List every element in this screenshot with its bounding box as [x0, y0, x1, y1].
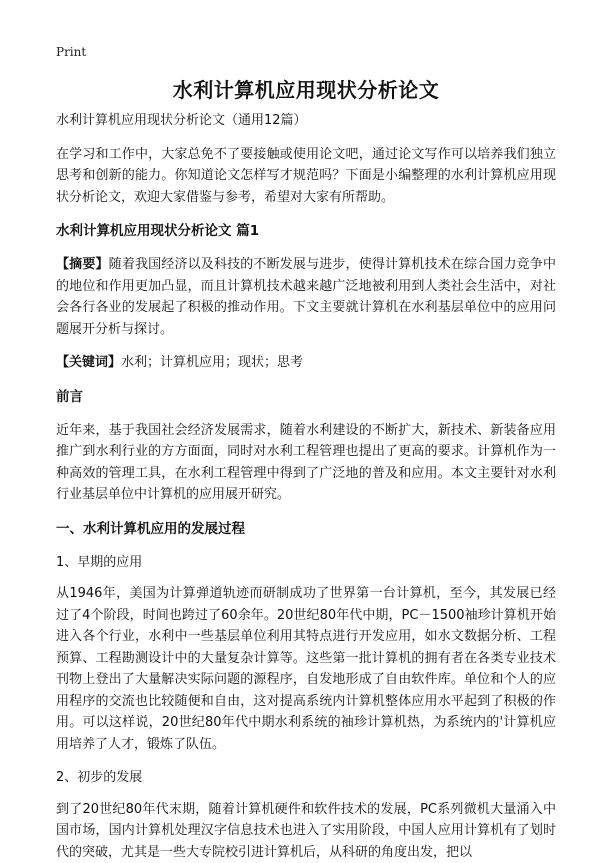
preface-paragraph: 近年来，基于我国社会经济发展需求，随着水利建设的不断扩大，新技术、新装备应用推广到水利行业的方方面面，同时对水利工程管理也提出了更高的要求。计算机作为一种高效的管理工具，在水利工程管理中得到了广泛地的普及和应用。本文主要针对水利行业基层单位中计算机的应用展开研究。 [56, 420, 556, 506]
sub2-paragraph: 到了20世纪80年代末期，随着计算机硬件和软件技术的发展，PC系列微机大量涌入中国市场，国内计算机处理汉字信息技术也进入了实用阶段，中国人应用计算机有了划时代的突破，尤其是一些大专院校引进计算机后，从科研的角度出发，把以 [56, 799, 556, 863]
abstract-tag: 【摘要】 [56, 257, 109, 272]
keywords-paragraph [56, 352, 556, 374]
abstract-text: 随着我国经济以及科技的不断发展与进步，使得计算机技术在综合国力竞争中的地位和作用更加凸显，而且计算机技术越来越广泛地被利用到人类社会生活中，对社会各行各业的发展起了积极的推动作用。下文主要就计算机在水利基层单位中的应用问题展开分析与探讨。 [56, 257, 556, 337]
abstract-paragraph [56, 254, 556, 340]
preface-heading: 前言 [56, 386, 556, 408]
document-subtitle: 水利计算机应用现状分析论文（通用12篇） [56, 110, 556, 132]
keywords-text: 水利；计算机应用；现状；思考 [121, 355, 303, 370]
keywords-tag: 【关键词】 [56, 355, 121, 370]
sub1-paragraph: 从1946年，美国为计算弹道轨迹而研制成功了世界第一台计算机，至今，其发展已经过了4个阶段，时间也跨过了60余年。20世纪80年代中期，PC－1500袖珍计算机开始进入各个行业，水利中一些基层单位利用其特点进行开发应用，如水文数据分析、工程预算、工程勘测设计中的大量复杂计算等。这些第一批计算机的拥有者在各类专业技术刊物上登出了大量解决实际问题的源程序，自发地形成了自由软件库。单位和个人的应用程序的交流也比较随便和自由，这对提高系统内计算机整体应用水平起到了积极的作用。可以这样说，20世纪80年代中期水利系统的袖珍计算机热，为系统内的'计算机应用培养了人才，锻炼了队伍。 [56, 583, 556, 755]
article-heading: 水利计算机应用现状分析论文 篇1 [56, 220, 556, 242]
document-title: 水利计算机应用现状分析论文 [56, 76, 556, 104]
sub1-heading: 1、早期的应用 [56, 552, 556, 574]
section1-heading: 一、水利计算机应用的发展过程 [56, 518, 556, 540]
print-label[interactable]: Print [56, 44, 556, 60]
sub2-heading: 2、初步的发展 [56, 767, 556, 789]
intro-paragraph: 在学习和工作中，大家总免不了要接触或使用论文吧，通过论文写作可以培养我们独立思考和创新的能力。你知道论文怎样写才规范吗？下面是小编整理的水利计算机应用现状分析论文，欢迎大家借鉴与参考，希望对大家有所帮助。 [56, 144, 556, 209]
